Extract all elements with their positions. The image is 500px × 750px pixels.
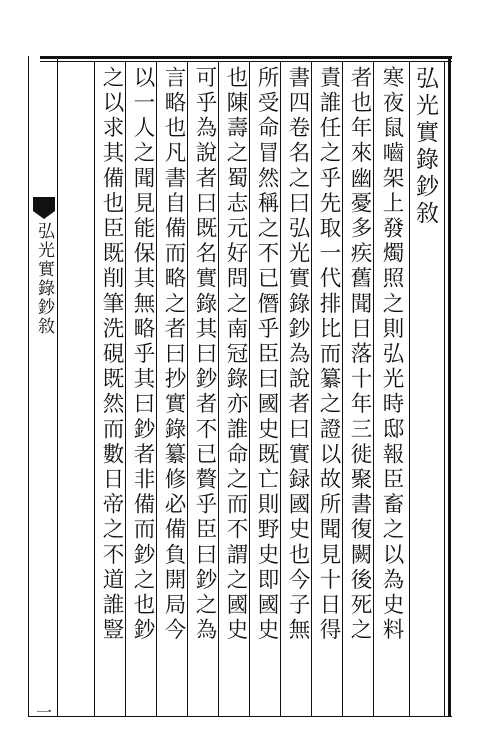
column-rule [311, 62, 312, 716]
column-rule [94, 62, 95, 716]
column-rule [280, 62, 281, 716]
top-border-inner [40, 61, 452, 62]
text-column-9: 以一人之聞見能保其無略乎其曰鈔者非備而鈔之也鈔 [130, 66, 155, 644]
text-column-6: 也陳壽之蜀志元好問之南冠錄亦誰命之而不謂之國史 [223, 66, 248, 644]
text-column-10: 之以求其備也臣既削筆洗硯既然而數日帝之不道誰豎 [99, 66, 124, 644]
top-border [40, 56, 452, 59]
text-column-8: 言略也凡書自備而略之者曰抄實錄纂修必備負開局今 [161, 66, 186, 644]
page-title: 弘光實錄鈔敘 [412, 66, 438, 228]
text-column-3: 責誰任之乎先取一代排比而纂之證以故所聞見十日得 [316, 66, 341, 644]
column-rule [156, 62, 157, 716]
text-column-4: 書四卷名之曰弘光實錄鈔為說者曰實録國史也今子無 [285, 66, 310, 644]
right-border-inner [444, 62, 445, 716]
page-number: 一 [36, 703, 53, 722]
text-column-1: 寒夜鼠嚙架上發燭照之則弘光時邸報臣畜之以為史料 [379, 66, 404, 644]
text-column-7: 可乎為說者曰既名實錄其曰鈔者不已贅乎臣曰鈔之為 [192, 66, 217, 644]
column-rule [249, 62, 250, 716]
margin-left-line [28, 56, 29, 716]
text-column-5: 所受命冒然稱之不已僭乎臣曰國史既亡則野史即國史 [254, 66, 279, 644]
right-border [448, 56, 451, 716]
fish-tail-mark-icon [33, 197, 55, 225]
column-rule [187, 62, 188, 716]
column-rule [342, 62, 343, 716]
column-rule [373, 62, 374, 716]
bottom-border [28, 716, 452, 717]
text-column-2: 者也年來幽憂多疾舊聞日落十年三徙聚書復闕後死之 [347, 66, 372, 644]
margin-right-line [57, 56, 58, 716]
margin-title: 弘光實錄鈔敘 [34, 222, 54, 336]
column-rule [125, 62, 126, 716]
column-rule [218, 62, 219, 716]
